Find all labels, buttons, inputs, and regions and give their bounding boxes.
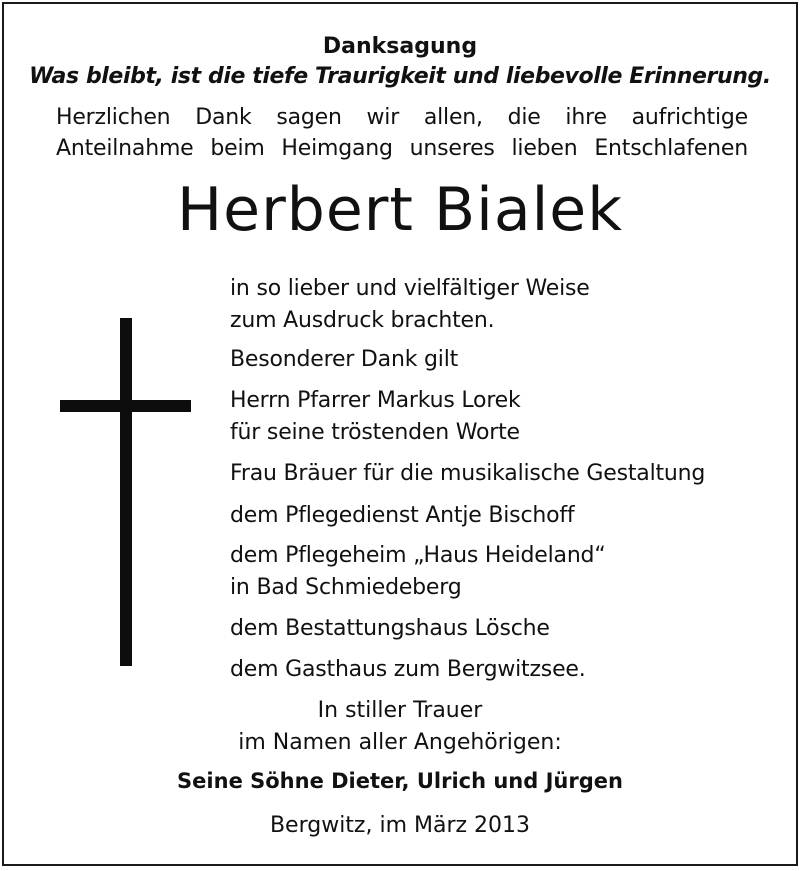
- closing-line-2: im Namen aller Angehörigen:: [238, 730, 562, 755]
- deceased-name: Herbert Bialek: [177, 175, 623, 245]
- body-line: dem Bestattungshaus Lösche: [230, 616, 550, 641]
- intro-line-2: Anteilnahme beim Heimgang unseres lieben Entschlafenen: [56, 136, 748, 161]
- body-line: dem Gasthaus zum Bergwitzsee.: [230, 657, 586, 682]
- body-line: in Bad Schmiedeberg: [230, 575, 462, 600]
- body-line: dem Pflegeheim „Haus Heideland“: [230, 543, 606, 568]
- place-date: Bergwitz, im März 2013: [269, 813, 531, 838]
- cross-horizontal-bar: [60, 400, 191, 412]
- signature: Seine Söhne Dieter, Ulrich und Jürgen: [177, 769, 623, 793]
- body-line: Besonderer Dank gilt: [230, 347, 459, 372]
- obituary-notice: [2, 2, 798, 866]
- body-line: zum Ausdruck brachten.: [230, 308, 495, 333]
- body-line: für seine tröstenden Worte: [230, 420, 520, 445]
- notice-motto: Was bleibt, ist die tiefe Traurigkeit und liebevolle Erinnerung.: [29, 64, 771, 89]
- body-line: Herrn Pfarrer Markus Lorek: [230, 388, 521, 413]
- body-line: dem Pflegedienst Antje Bischoff: [230, 503, 575, 528]
- notice-heading: Danksagung: [322, 34, 478, 59]
- intro-line-1: Herzlichen Dank sagen wir allen, die ihre aufrichtige: [56, 105, 748, 130]
- closing-line-1: In stiller Trauer: [317, 698, 483, 723]
- body-line: in so lieber und vielfältiger Weise: [230, 276, 590, 301]
- body-line: Frau Bräuer für die musikalische Gestaltung: [230, 461, 706, 486]
- cross-vertical-bar: [120, 318, 132, 666]
